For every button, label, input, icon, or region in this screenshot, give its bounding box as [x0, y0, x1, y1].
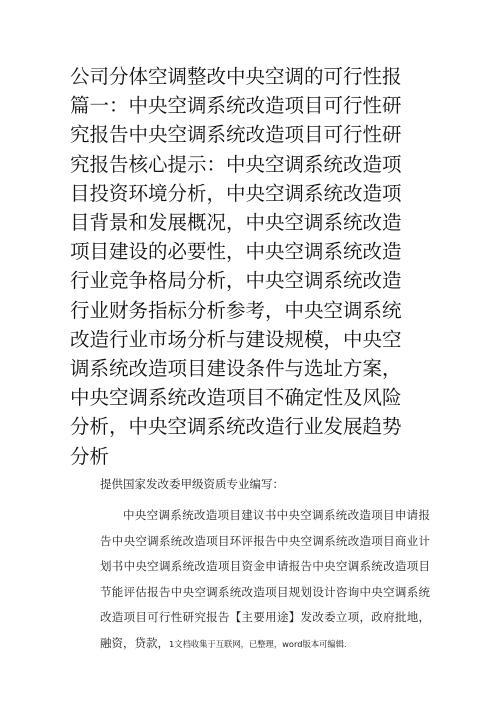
body-paragraph: [100, 503, 430, 657]
paragraph-text: 中央空调系统改造项目建议书中央空调系统改造项目申请报告中央空调系统改造项目环评报告中央空调系统改造项目商业计划书中央空调系统改造项目资金申请报告中央空调系统改造项目节能评估报告中央空调系统改造项目规划设计咨询中央空调系统改造项目可行性研究报告【主要用途】发改委立项，政府批地，融资，贷款，: [100, 508, 430, 650]
document-body: [100, 474, 430, 657]
intro-line: 提供国家发改委甲级资质专业编写：: [100, 477, 284, 491]
footnote-text: 1文档收集于互联网，已整理，word版本可编辑.: [169, 638, 347, 649]
document-title: 公司分体空调整改中央空调的可行性报篇一：中央空调系统改造项目可行性研究报告中央空调系统改造项目可行性研究报告核心提示：中央空调系统改造项目投资环境分析，中央空调系统改造项目背景和发展概况，中央空调系统改造项目建设的必要性，中央空调系统改造行业竞争格局分析，中央空调系统改造行业财务指标分析参考，中央空调系统改造行业市场分析与建设规模，中央空调系统改造项目建设条件与选址方案，中央空调系统改造项目不确定性及风险分析，中央空调系统改造行业发展趋势分析: [70, 65, 402, 468]
